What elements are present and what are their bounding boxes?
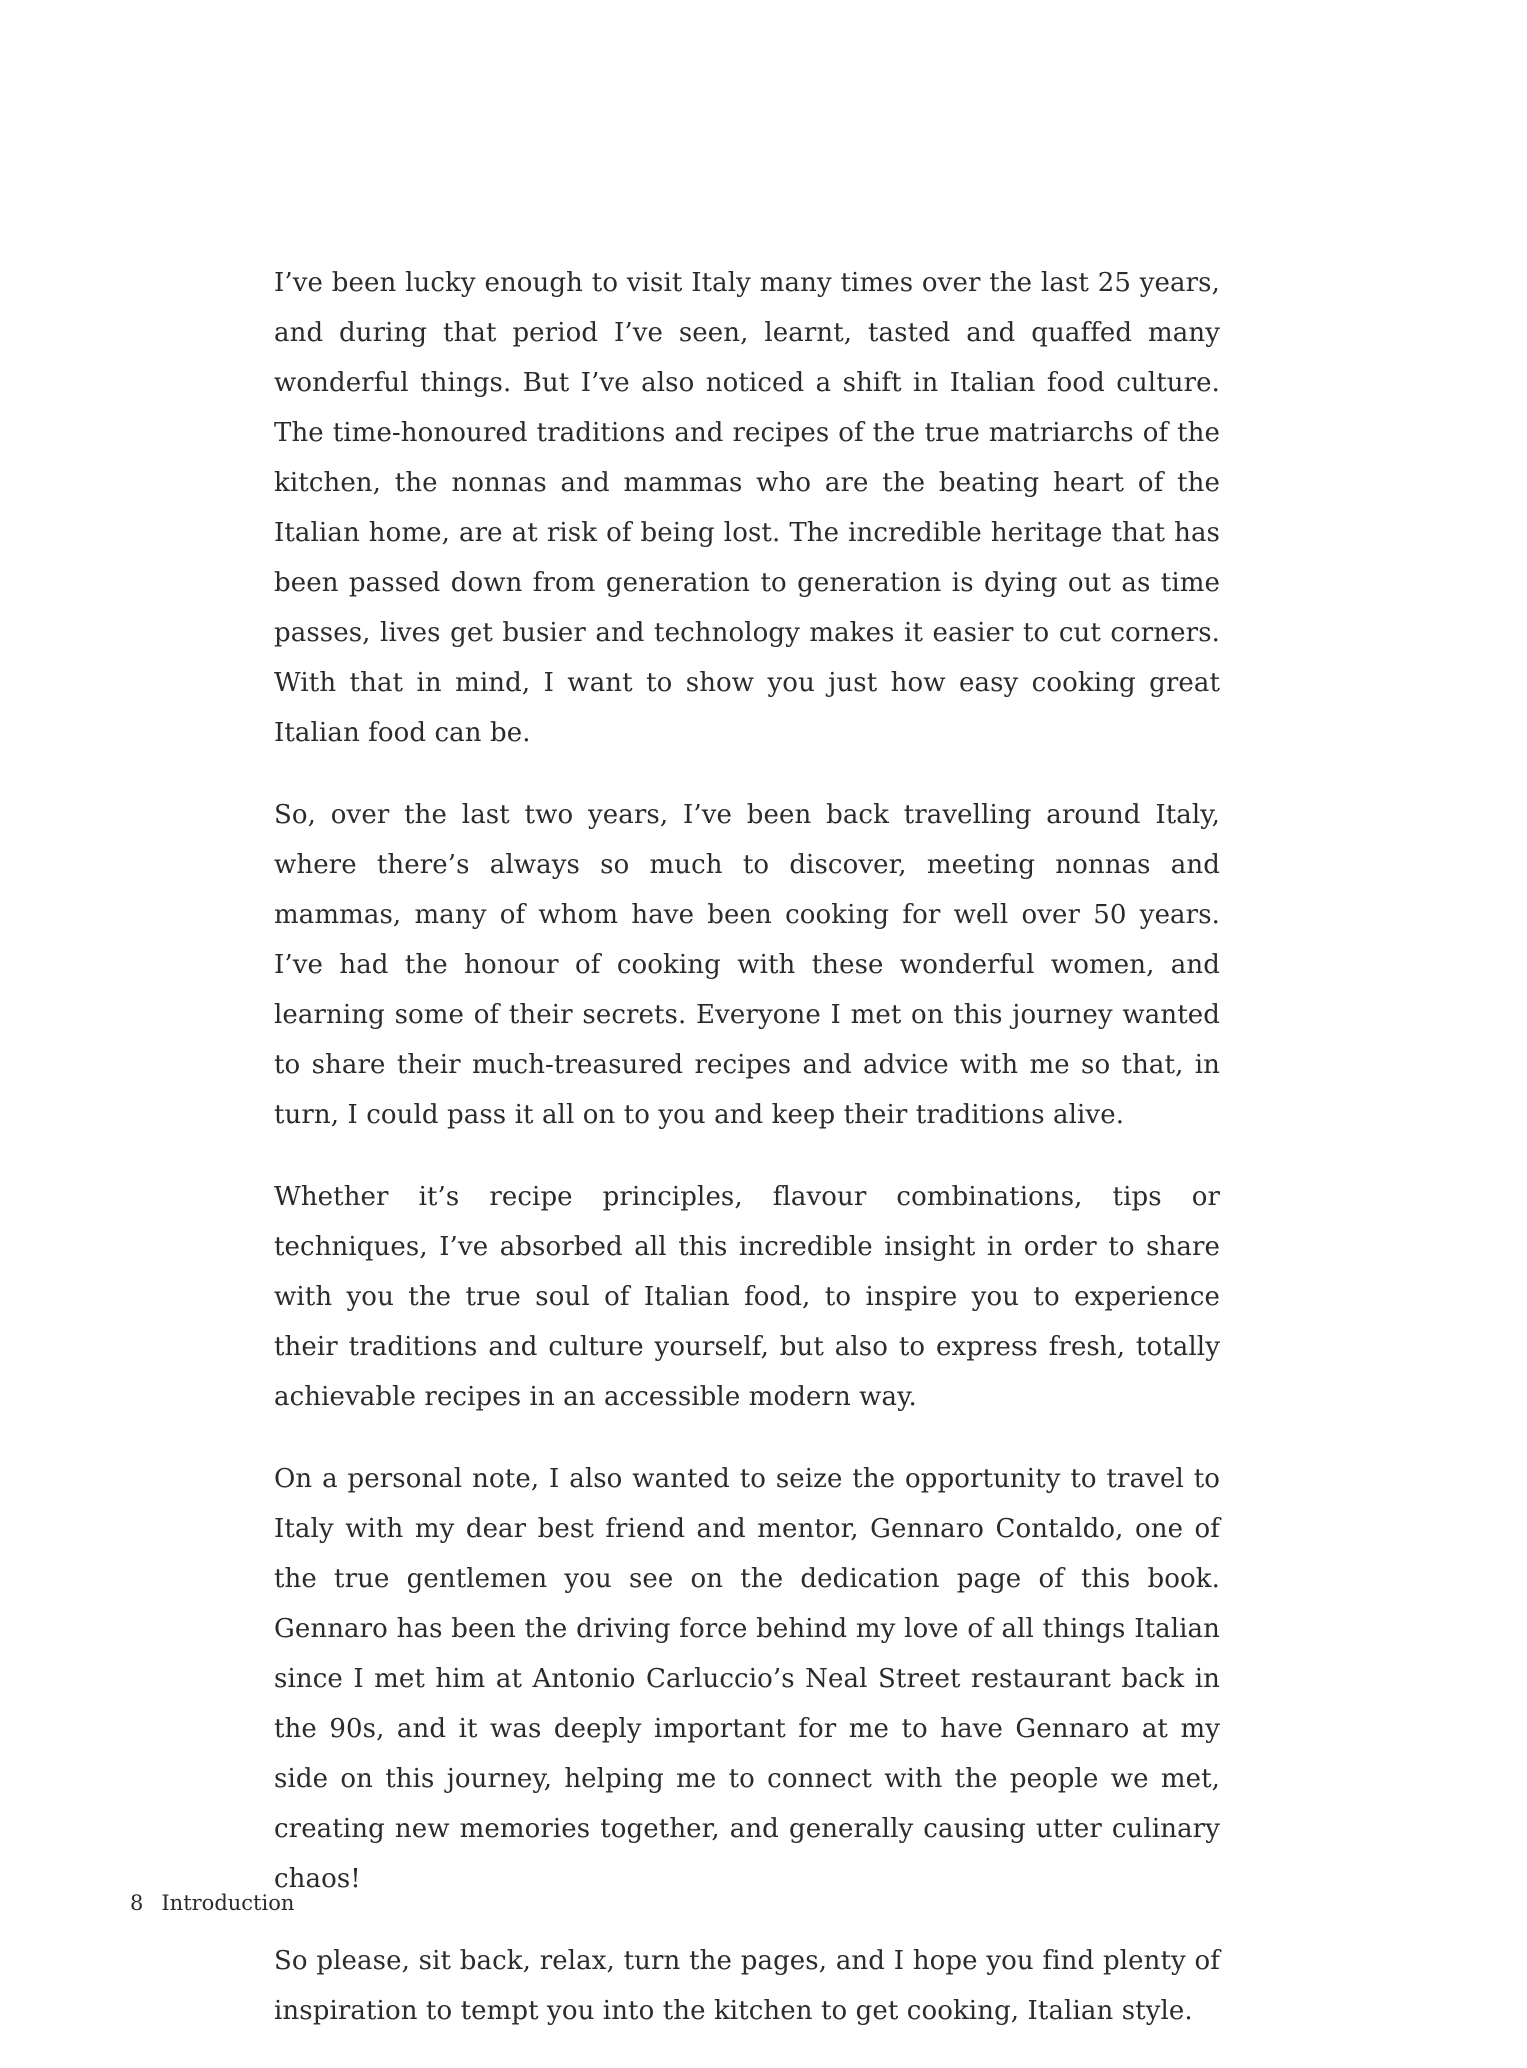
page-footer — [130, 1888, 294, 1918]
body-text — [274, 258, 1220, 2068]
paragraph-4: On a personal note, I also wanted to seize the opportunity to travel to Italy with my dear best friend and mentor, Gennaro Contaldo, one of the true gentlemen you see on the dedication page of this book. Gennaro has been the driving force behind my love of all things Italian since I met him at Antonio Carluccio’s Neal Street restaurant back in the 90s, and it was deeply important for me to have Gennaro at my side on this journey, helping me to connect with the people we met, creating new memories together, and generally causing utter culinary chaos! — [274, 1464, 1220, 1894]
page-number: 8 — [130, 1891, 144, 1915]
paragraph-5: So please, sit back, relax, turn the pages, and I hope you find plenty of inspiration to tempt you into the kitchen to get cooking, Italian style. — [274, 1946, 1220, 2026]
paragraph-1: I’ve been lucky enough to visit Italy many times over the last 25 years, and during that period I’ve seen, learnt, tasted and quaffed many wonderful things. But I’ve also noticed a shift in Italian food culture. The time-honoured traditions and recipes of the true matriarchs of the kitchen, the nonnas and mammas who are the beating heart of the Italian home, are at risk of being lost. The incredible heritage that has been passed down from generation to generation is dying out as time passes, lives get busier and technology makes it easier to cut corners. With that in mind, I want to show you just how easy cooking great Italian food can be. — [274, 268, 1220, 748]
paragraph-3: Whether it’s recipe principles, flavour combinations, tips or techniques, I’ve absorbed all this incredible insight in order to share with you the true soul of Italian food, to inspire you to experience their traditions and culture yourself, but also to express fresh, totally achievable recipes in an accessible modern way. — [274, 1182, 1220, 1412]
paragraph-2: So, over the last two years, I’ve been back travelling around Italy, where there’s always so much to discover, meeting nonnas and mammas, many of whom have been cooking for well over 50 years. I’ve had the honour of cooking with these wonderful women, and learning some of their secrets. Everyone I met on this journey wanted to share their much-treasured recipes and advice with me so that, in turn, I could pass it all on to you and keep their traditions alive. — [274, 800, 1220, 1130]
section-title: Introduction — [161, 1891, 295, 1915]
